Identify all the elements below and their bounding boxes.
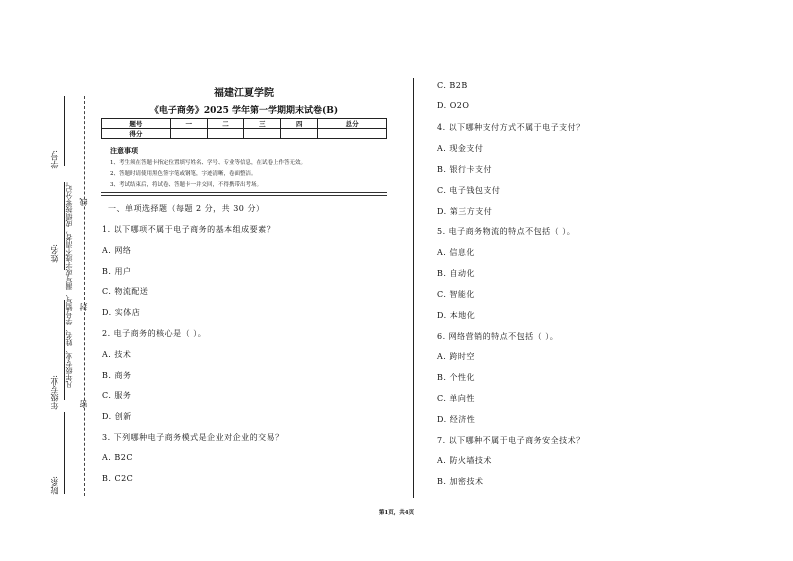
question-line: 2. 电子商务的核心是（ ）。 — [102, 329, 207, 338]
score-cell — [244, 129, 281, 139]
score-table-header-row — [102, 119, 387, 129]
option-line: B. C2C — [102, 474, 134, 483]
question-line: 5. 电子商务物流的特点不包括（ ）。 — [437, 227, 576, 236]
section-heading: 一、单项选择题（每题 2 分，共 30 分） — [108, 204, 265, 213]
score-cell: 一 — [170, 119, 207, 129]
option-line: B. 银行卡支付 — [437, 165, 492, 174]
department-label: 院系: — [50, 476, 59, 495]
page-footer: 第1页，共4页 — [378, 510, 415, 516]
option-line: C. 单向性 — [437, 394, 475, 403]
school-title: 福建江夏学院 — [214, 88, 274, 99]
option-line: A. 网络 — [102, 246, 132, 255]
score-table — [101, 118, 387, 139]
score-cell — [207, 129, 244, 139]
grade-major-label: 年级专业: — [50, 375, 59, 410]
student-id-line — [64, 96, 65, 166]
score-cell: 总分 — [318, 119, 387, 129]
option-line: A. 现金支付 — [437, 144, 484, 153]
question-line: 4. 以下哪种支付方式不属于电子支付？ — [437, 123, 585, 132]
score-table-score-row — [102, 129, 387, 139]
option-line: D. 第三方支付 — [437, 207, 493, 216]
option-line: A. B2C — [102, 453, 133, 462]
binding-warning: 凡年级专业、姓名、学号错写、漏写或字迹不清者，成绩按零分记。 — [65, 178, 73, 388]
score-cell — [170, 129, 207, 139]
notice-item: 1、考生须在答题卡指定位置填写姓名、学号、专业等信息，在试卷上作答无效。 — [110, 160, 307, 166]
option-line: B. 加密技术 — [437, 477, 484, 486]
notice-title: 注意事项 — [110, 146, 138, 155]
option-line: C. 服务 — [102, 391, 132, 400]
divider — [101, 192, 387, 193]
score-cell: 得分 — [102, 129, 171, 139]
option-line: D. 创新 — [102, 412, 132, 421]
column-separator — [413, 78, 414, 498]
seal-dashed-line — [84, 96, 85, 496]
score-cell: 三 — [244, 119, 281, 129]
option-line: B. 商务 — [102, 371, 132, 380]
seal-xian-mark: 线 — [79, 198, 88, 206]
score-cell: 题号 — [102, 119, 171, 129]
notice-item: 3、考试结束后，将试卷、答题卡一并交回，不得携带出考场。 — [110, 182, 263, 188]
question-line: 1. 以下哪项不属于电子商务的基本组成要素？ — [102, 225, 276, 234]
option-line: B. 自动化 — [437, 269, 475, 278]
option-line: A. 技术 — [102, 350, 132, 359]
exam-title: 《电子商务》2025 学年第一学期期末试卷(B) — [149, 106, 339, 116]
option-line: C. B2B — [437, 81, 468, 90]
score-cell — [318, 129, 387, 139]
option-line: D. 本地化 — [437, 311, 476, 320]
score-cell: 二 — [207, 119, 244, 129]
question-line: 6. 网络营销的特点不包括（ ）。 — [437, 332, 559, 341]
department-line — [64, 412, 65, 494]
notice-item: 2、答题时请使用黑色签字笔或钢笔，字迹清晰，卷面整洁。 — [110, 171, 257, 177]
option-line: B. 用户 — [102, 267, 132, 276]
score-cell: 四 — [281, 119, 318, 129]
student-id-label: 学号: — [50, 150, 59, 169]
option-line: D. O2O — [437, 101, 470, 110]
option-line: D. 经济性 — [437, 415, 476, 424]
option-line: C. 电子钱包支付 — [437, 186, 501, 195]
option-line: A. 信息化 — [437, 248, 475, 257]
name-label: 姓名: — [50, 244, 59, 263]
score-cell — [281, 129, 318, 139]
option-line: B. 个性化 — [437, 373, 475, 382]
option-line: C. 智能化 — [437, 290, 475, 299]
seal-mi-mark: 密 — [79, 400, 88, 408]
option-line: D. 实体店 — [102, 308, 141, 317]
divider — [101, 195, 387, 196]
question-line: 3. 下列哪种电子商务模式是企业对企业的交易？ — [102, 433, 284, 442]
seal-feng-mark: 封 — [79, 303, 88, 311]
option-line: A. 跨时空 — [437, 352, 475, 361]
option-line: C. 物流配送 — [102, 287, 149, 296]
question-line: 7. 以下哪种不属于电子商务安全技术？ — [437, 436, 585, 445]
option-line: A. 防火墙技术 — [437, 456, 492, 465]
